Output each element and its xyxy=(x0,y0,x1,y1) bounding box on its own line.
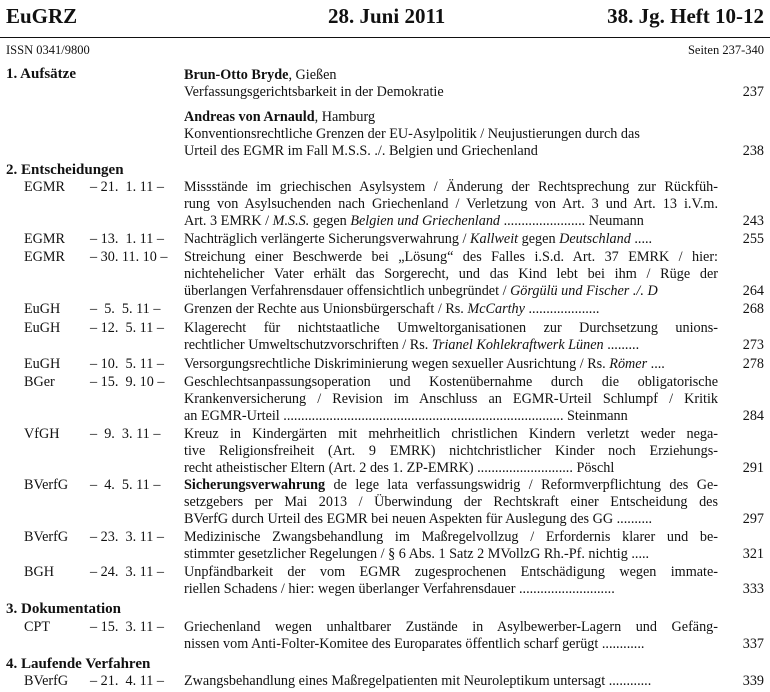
masthead xyxy=(0,4,770,34)
decision-text: Streichung einer Beschwerde bei „Lösung“ des Falles i.S.d. Art. 37 EMRK / hier: xyxy=(184,249,718,265)
court-name: EGMR xyxy=(24,249,65,265)
court-name: BVerfG xyxy=(24,529,69,545)
decision-text: Versorgungsrechtliche Diskriminierung wegen sexueller Ausrichtung / Rs. xyxy=(184,356,610,372)
page-number: 321 xyxy=(742,546,764,562)
page-number: 238 xyxy=(742,143,764,159)
article-title: Verfassungsgerichtsbarkeit in der Demokratie xyxy=(184,84,444,100)
party-name: Römer xyxy=(609,356,648,372)
page-number: 333 xyxy=(742,581,764,597)
decision-text: rechtlicher Umweltschutzvorschriften / Rs. xyxy=(184,337,432,353)
decision-text: gegen xyxy=(518,231,560,247)
decision-keyword: Sicherungsverwahrung xyxy=(184,477,326,493)
section-heading-dokumentation: 3. Dokumentation xyxy=(6,601,122,617)
court-name: EuGH xyxy=(24,301,61,317)
volume-issue: 38. Jg. Heft 10-12 xyxy=(607,4,764,28)
party-name: Deutschland xyxy=(559,231,631,247)
decision-date: – 10. 5. 11 – xyxy=(90,356,164,372)
decision-text: Zwangsbehandlung eines Maßregelpatienten mit Neuroleptikum untersagt ............ xyxy=(184,673,652,689)
decision-text: gegen xyxy=(309,213,351,229)
article-title: Konventionsrechtliche Grenzen der EU-Asylpolitik / Neujustierungen durch das xyxy=(184,126,640,142)
decision-text: Unpfändbarkeit der vom EGMR zugesprochenen Entschädigung wegen immate- xyxy=(184,564,718,580)
decision-date: – 5. 5. 11 – xyxy=(90,301,161,317)
page-number: 337 xyxy=(742,636,764,652)
leader-dots: ..... xyxy=(630,231,653,247)
section-heading-entscheidungen: 2. Entscheidungen xyxy=(6,162,124,178)
page-number: 243 xyxy=(742,213,764,229)
decision-text: Geschlechtsanpassungsoperation und Kostenübernahme durch die obligatorische xyxy=(184,374,718,390)
article-author: Brun-Otto Bryde xyxy=(184,67,289,83)
page-number: 297 xyxy=(742,511,764,527)
party-name: McCarthy xyxy=(467,301,525,317)
court-name: BVerfG xyxy=(24,477,69,493)
issn: ISSN 0341/9800 xyxy=(6,43,90,57)
party-name: Görgülü und Fischer ./. D xyxy=(510,283,658,299)
decision-text: tive Religionsfreiheit (Art. 9 EMRK) nichtchristlicher Kinder noch Erziehungs- xyxy=(184,443,718,459)
decision-text: Medizinische Zwangsbehandlung im Maßregelvollzug / Erfordernis klarer und be- xyxy=(184,529,718,545)
party-name: M.S.S. xyxy=(272,213,310,229)
decision-date: – 23. 3. 11 – xyxy=(90,529,164,545)
section-heading-verfahren: 4. Laufende Verfahren xyxy=(6,656,151,672)
decision-text: nichtehelicher Vater erhält das Sorgerecht, und das Kind lebt bei ihm / Rüge der xyxy=(184,266,718,282)
page-number: 339 xyxy=(742,673,764,689)
court-name: BGH xyxy=(24,564,54,580)
issue-date: 28. Juni 2011 xyxy=(328,4,446,28)
court-name: EGMR xyxy=(24,231,65,247)
decision-text: Griechenland wegen unhaltbarer Zustände in Asylbewerber-Lagern und Gefäng- xyxy=(184,619,718,635)
court-name: BGer xyxy=(24,374,55,390)
decision-text: Kreuz in Kindergärten mit mehrheitlich christlichen Kindern verletzt weder nega- xyxy=(184,426,718,442)
decision-date: – 21. 1. 11 – xyxy=(90,179,164,195)
decision-text: setzgebers per Mai 2013 / Überwindung der Rechtskraft einer Entscheidung des xyxy=(184,494,718,510)
decision-text: stimmter gesetzlicher Regelungen / § 6 Abs. 1 Satz 2 MVollzG Rh.-Pf. nichtig ..... xyxy=(184,546,650,562)
decision-text: an EGMR-Urteil ............................................................................... Steinmann xyxy=(184,408,628,424)
journal-title: EuGRZ xyxy=(6,4,78,28)
decision-text: de lege lata verfassungswidrig / Reformverpflichtung des Ge- xyxy=(325,477,718,493)
page-number: 291 xyxy=(742,460,764,476)
page-number: 268 xyxy=(742,301,764,317)
leader-dots: .... xyxy=(647,356,665,372)
decision-text: BVerfG durch Urteil des EGMR bei neuen Aspekten für Auslegung des GG .......... xyxy=(184,511,653,527)
page-number: 278 xyxy=(742,356,764,372)
decision-text: Art. 3 EMRK / xyxy=(184,213,273,229)
party-name: Belgien und Griechenland xyxy=(350,213,501,229)
page-number: 237 xyxy=(742,84,764,100)
leader-dots: .................... xyxy=(524,301,600,317)
page-range: Seiten 237-340 xyxy=(687,43,764,57)
decision-date: – 13. 1. 11 – xyxy=(90,231,164,247)
party-name: Trianel Kohlekraftwerk Lünen xyxy=(431,337,604,353)
page-number: 284 xyxy=(742,408,764,424)
leader-dots: ......... xyxy=(603,337,640,353)
section-heading-aufsaetze: 1. Aufsätze xyxy=(6,66,76,82)
court-name: EuGH xyxy=(24,356,61,372)
decision-date: – 15. 9. 10 – xyxy=(90,374,165,390)
decision-date: – 15. 3. 11 – xyxy=(90,619,164,635)
decision-text: Nachträglich verlängerte Sicherungsverwahrung / xyxy=(184,231,471,247)
decision-text: rung von Asylsuchenden nach Griechenland / Verletzung von Art. 3 und Art. 13 i.V.m. xyxy=(184,196,718,212)
decision-text: Klagerecht für nichtstaatliche Umweltorganisationen zur Durchsetzung unions- xyxy=(184,320,718,336)
decision-text: riellen Schadens / hier: wegen überlanger Verfahrensdauer ........................... xyxy=(184,581,615,597)
decision-date: – 9. 3. 11 – xyxy=(90,426,161,442)
page-number: 273 xyxy=(742,337,764,353)
page-number: 255 xyxy=(742,231,764,247)
party-name: Kallweit xyxy=(470,231,519,247)
page-number: 264 xyxy=(742,283,764,299)
article-place: , Hamburg xyxy=(314,109,376,125)
court-name: VfGH xyxy=(24,426,60,442)
decision-text: Krankenversicherung / Revision im Anschluss an EGMR-Urteil Schlumpf / Kritik xyxy=(184,391,718,407)
decision-date: – 24. 3. 11 – xyxy=(90,564,164,580)
decision-text: nissen vom Anti-Folter-Komitee des Europarates öffentlich scharf gerügt ............ xyxy=(184,636,645,652)
court-name: BVerfG xyxy=(24,673,69,689)
decision-date: – 12. 5. 11 – xyxy=(90,320,164,336)
decision-date: – 4. 5. 11 – xyxy=(90,477,161,493)
article-title-cont: Urteil des EGMR im Fall M.S.S. ./. Belgien und Griechenland xyxy=(184,143,538,159)
article-author: Andreas von Arnauld xyxy=(184,109,315,125)
court-name: CPT xyxy=(24,619,51,635)
court-name: EGMR xyxy=(24,179,65,195)
article-place: , Gießen xyxy=(288,67,337,83)
decision-text: Missstände im griechischen Asylsystem / Änderung der Rechtsprechung zur Rückfüh- xyxy=(184,179,718,195)
decision-date: – 30. 11. 10 – xyxy=(90,249,168,265)
court-name: EuGH xyxy=(24,320,61,336)
author-note: ....................... Neumann xyxy=(500,213,644,229)
masthead-rule xyxy=(0,37,770,38)
decision-text: recht atheistischer Eltern (Art. 2 des 1. ZP-EMRK) ........................... Pöschl xyxy=(184,460,615,476)
decision-date: – 21. 4. 11 – xyxy=(90,673,164,689)
decision-text: überlangen Verfahrensdauer offensichtlich unbegründet / xyxy=(184,283,511,299)
decision-text: Grenzen der Rechte aus Unionsbürgerschaft / Rs. xyxy=(184,301,468,317)
